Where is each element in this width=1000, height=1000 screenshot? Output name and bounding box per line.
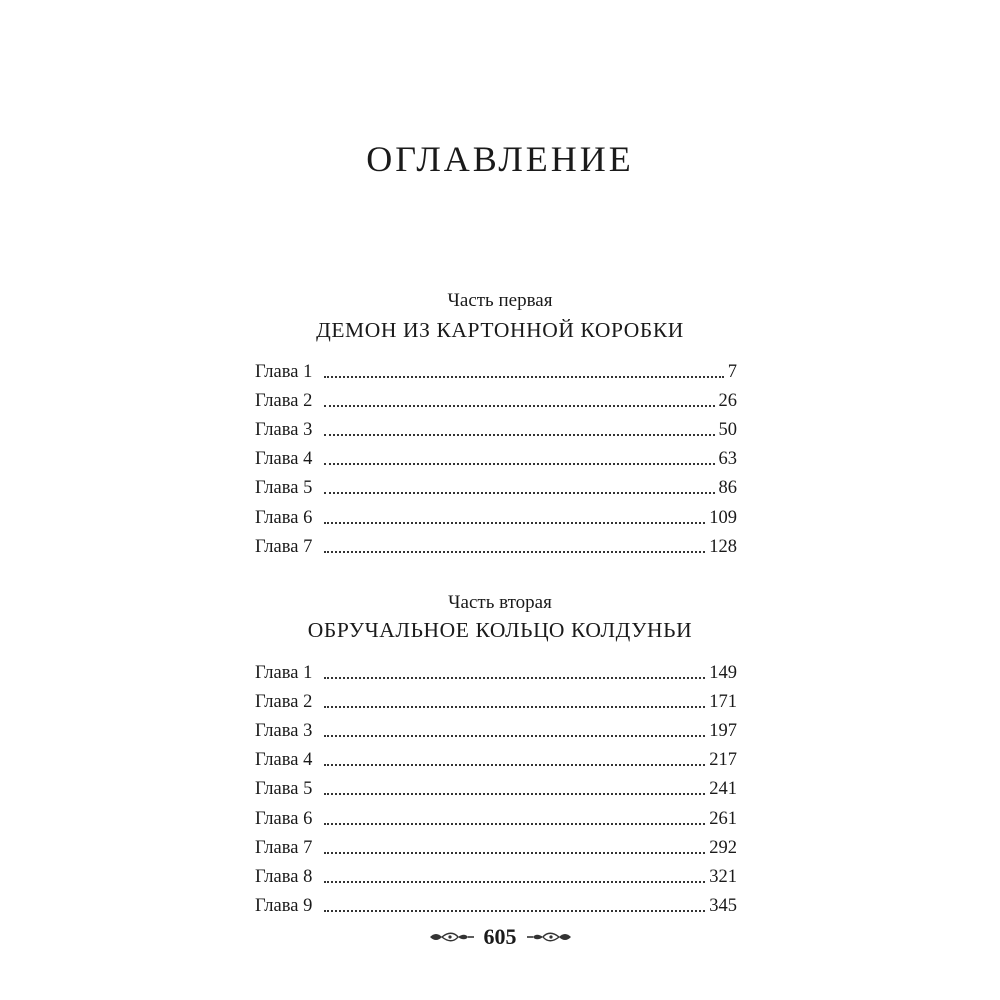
toc-row[interactable] <box>255 412 737 441</box>
page-title: ОГЛАВЛЕНИЕ <box>366 139 634 179</box>
chapter-page-number: 7 <box>727 362 737 383</box>
toc-row[interactable] <box>255 441 737 470</box>
chapter-label: Глава 1 <box>255 663 313 684</box>
toc-row[interactable] <box>255 684 737 713</box>
dot-leader <box>324 734 705 737</box>
dot-leader <box>324 550 705 553</box>
chapter-page-number: 321 <box>709 866 737 887</box>
dot-leader <box>324 822 705 825</box>
chapter-label: Глава 9 <box>255 895 313 916</box>
chapter-page-number: 292 <box>709 837 737 858</box>
toc-row[interactable] <box>255 354 737 383</box>
chapter-label: Глава 2 <box>255 391 313 412</box>
chapter-label: Глава 2 <box>255 692 313 713</box>
toc-row[interactable] <box>255 470 737 499</box>
part-2-chapter-list <box>255 655 737 917</box>
chapter-label: Глава 8 <box>255 866 313 887</box>
dot-leader <box>324 404 714 407</box>
dot-leader <box>324 375 723 378</box>
toc-row[interactable] <box>255 830 737 859</box>
toc-row[interactable] <box>255 655 737 684</box>
dot-leader <box>324 851 705 854</box>
dot-leader <box>324 880 705 883</box>
toc-row[interactable] <box>255 859 737 888</box>
chapter-label: Глава 5 <box>255 779 313 800</box>
chapter-page-number: 241 <box>709 779 737 800</box>
dot-leader <box>324 433 714 436</box>
part-2-title: ОБРУЧАЛЬНОЕ КОЛЬЦО КОЛДУНЬИ <box>307 618 693 642</box>
toc-row[interactable] <box>255 771 737 800</box>
chapter-label: Глава 6 <box>255 808 313 829</box>
chapter-page-number: 345 <box>709 895 737 916</box>
chapter-page-number: 63 <box>718 449 737 470</box>
chapter-page-number: 261 <box>709 808 737 829</box>
toc-row[interactable] <box>255 529 737 558</box>
dot-leader <box>324 521 705 524</box>
chapter-page-number: 197 <box>709 721 737 742</box>
chapter-label: Глава 1 <box>255 362 313 383</box>
chapter-label: Глава 7 <box>255 837 313 858</box>
toc-row[interactable] <box>255 888 737 917</box>
chapter-page-number: 26 <box>718 391 737 412</box>
part-1-label: Часть первая <box>447 290 553 311</box>
chapter-label: Глава 6 <box>255 507 313 528</box>
chapter-label: Глава 7 <box>255 536 313 557</box>
chapter-page-number: 109 <box>709 507 737 528</box>
chapter-page-number: 50 <box>718 420 737 441</box>
page-footer <box>0 924 1000 950</box>
toc-row[interactable] <box>255 713 737 742</box>
dot-leader <box>324 491 714 494</box>
chapter-label: Глава 5 <box>255 478 313 499</box>
chapter-page-number: 86 <box>718 478 737 499</box>
chapter-page-number: 128 <box>709 536 737 557</box>
chapter-page-number: 171 <box>709 692 737 713</box>
chapter-page-number: 217 <box>709 750 737 771</box>
chapter-page-number: 149 <box>709 663 737 684</box>
page-number: 605 <box>483 924 517 949</box>
flourish-ornament-right-icon <box>525 929 573 945</box>
part-1-chapter-list <box>255 354 737 558</box>
chapter-label: Глава 3 <box>255 420 313 441</box>
part-1-title: ДЕМОН ИЗ КАРТОННОЙ КОРОБКИ <box>316 318 684 342</box>
chapter-label: Глава 3 <box>255 721 313 742</box>
part-2-label: Часть вторая <box>448 592 552 613</box>
dot-leader <box>324 462 714 465</box>
dot-leader <box>324 705 705 708</box>
dot-leader <box>324 792 705 795</box>
toc-row[interactable] <box>255 742 737 771</box>
flourish-ornament-left-icon <box>428 929 476 945</box>
toc-row[interactable] <box>255 499 737 528</box>
toc-row[interactable] <box>255 383 737 412</box>
dot-leader <box>324 763 705 766</box>
chapter-label: Глава 4 <box>255 750 313 771</box>
chapter-label: Глава 4 <box>255 449 313 470</box>
toc-row[interactable] <box>255 800 737 829</box>
dot-leader <box>324 909 705 912</box>
dot-leader <box>324 676 705 679</box>
